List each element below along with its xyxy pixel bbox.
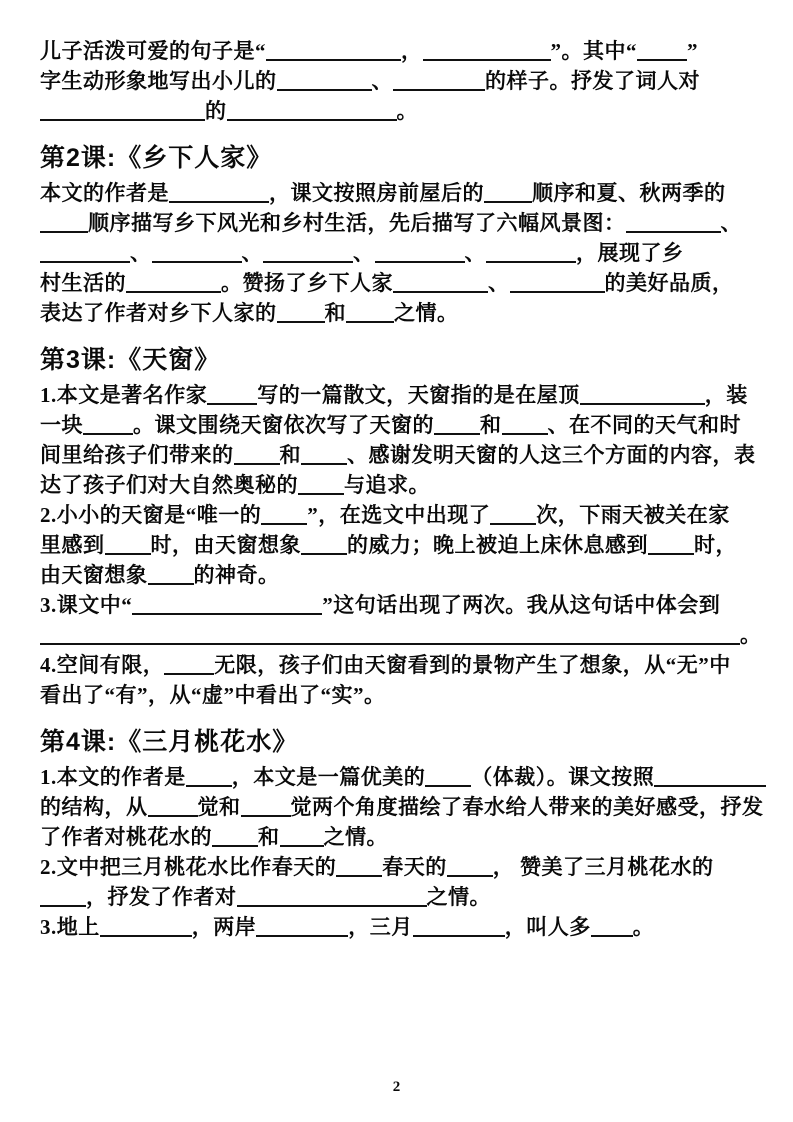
text-line (40, 560, 763, 590)
text-segment: ”，在选文中出现了 (307, 503, 491, 527)
text-segment: 顺序和夏、秋两季的 (532, 181, 726, 205)
text-segment: 、 (488, 271, 510, 295)
text-line (40, 410, 763, 440)
text-segment: 和 (279, 443, 301, 467)
blank-field (277, 304, 325, 323)
text-segment: 、 (720, 211, 742, 235)
blank-field (234, 446, 280, 465)
blank-field (648, 536, 694, 555)
text-segment: 、 (464, 241, 486, 265)
blank-field (393, 72, 485, 91)
text-segment: ，装 (704, 383, 748, 407)
text-line (40, 792, 763, 822)
blank-field (375, 244, 465, 263)
text-line (40, 680, 763, 710)
text-segment: 村生活的 (40, 271, 126, 295)
text-segment: 觉和 (197, 795, 241, 819)
blank-field (346, 304, 394, 323)
text-segment: 间里给孩子们带来的 (40, 443, 234, 467)
blank-field (100, 918, 192, 937)
text-segment: 之情。 (394, 301, 459, 325)
text-segment: 次，下雨天被关在家 (536, 503, 730, 527)
blank-field (237, 888, 427, 907)
blank-field (336, 858, 382, 877)
blank-field (490, 506, 536, 525)
text-segment: （体裁）。课文按照 (471, 765, 655, 789)
text-segment: 的神奇。 (193, 563, 280, 587)
text-segment: 。课文围绕天窗依次写了天窗的 (133, 413, 434, 437)
text-segment: 。 (740, 623, 762, 647)
blank-field (241, 798, 291, 817)
text-line (40, 590, 763, 620)
worksheet-section (40, 142, 763, 328)
section-heading: 第2课:《乡下人家》 (40, 144, 273, 172)
text-segment: 之情。 (426, 885, 491, 909)
text-line (40, 238, 763, 268)
text-segment: 2.文中把三月桃花水比作春天的 (40, 855, 337, 879)
text-segment: 由天窗想象 (40, 563, 148, 587)
text-line (40, 500, 763, 530)
worksheet-section (40, 36, 763, 126)
blank-field (413, 918, 505, 937)
text-segment: 1.本文是著名作家 (40, 383, 208, 407)
worksheet-section (40, 726, 763, 942)
worksheet-body (40, 36, 763, 942)
text-line (40, 96, 763, 126)
text-segment: 的 (205, 99, 227, 123)
blank-field (266, 42, 401, 61)
text-segment: 、在不同的天气和时 (547, 413, 741, 437)
blank-field (164, 656, 214, 675)
text-segment: ”。其中“ (550, 39, 637, 63)
blank-field (423, 42, 551, 61)
blank-field (393, 274, 488, 293)
text-segment: 与追求。 (344, 473, 430, 497)
text-line (40, 912, 763, 942)
text-segment: 。 (396, 99, 418, 123)
text-segment: 、 (371, 69, 393, 93)
blank-field (261, 506, 307, 525)
text-line (40, 650, 763, 680)
blank-field (626, 214, 721, 233)
text-segment: 和 (258, 825, 280, 849)
blank-field (207, 386, 257, 405)
blank-field (148, 798, 198, 817)
blank-field (637, 42, 687, 61)
text-segment: 看出了“有”，从“虚”中看出了“实”。 (40, 683, 386, 707)
blank-field (40, 244, 130, 263)
blank-field (40, 626, 740, 645)
blank-field (298, 476, 344, 495)
text-line (40, 178, 763, 208)
text-segment: ， (401, 39, 423, 63)
text-segment: 一块 (40, 413, 83, 437)
blank-field (152, 244, 242, 263)
text-segment: 。 (632, 915, 655, 939)
blank-field (83, 416, 133, 435)
text-segment: 达了孩子们对大自然奥秘的 (40, 473, 298, 497)
text-line (40, 36, 763, 66)
blank-field (301, 536, 347, 555)
text-segment: 和 (480, 413, 502, 437)
blank-field (105, 536, 151, 555)
page-number: 2 (392, 1079, 401, 1095)
text-segment: 的样子。抒发了词人对 (485, 69, 700, 93)
text-line (40, 882, 763, 912)
text-line (40, 822, 763, 852)
text-segment: ，三月 (348, 915, 413, 939)
blank-field (510, 274, 605, 293)
blank-field (212, 828, 258, 847)
blank-field (40, 214, 88, 233)
blank-field (148, 566, 194, 585)
text-line (40, 620, 763, 650)
blank-field (502, 416, 548, 435)
text-segment: 3.课文中“ (40, 593, 133, 617)
blank-field (434, 416, 480, 435)
text-segment: 的威力；晚上被迫上床休息感到 (347, 533, 648, 557)
section-heading: 第3课:《天窗》 (40, 346, 221, 374)
text-segment: ” (687, 39, 698, 63)
section-heading: 第4课:《三月桃花水》 (40, 728, 299, 756)
text-segment: 儿子活泼可爱的句子是“ (40, 39, 266, 63)
blank-field (40, 102, 205, 121)
text-segment: 4.空间有限， (40, 653, 165, 677)
text-segment: 、 (130, 241, 152, 265)
blank-field (484, 184, 532, 203)
blank-field (277, 72, 372, 91)
text-line (40, 298, 763, 328)
text-line (40, 380, 763, 410)
text-segment: 觉两个角度描绘了春水给人带来的美好感受，抒发 (290, 795, 764, 819)
blank-field (186, 768, 232, 787)
text-segment: 3.地上 (40, 915, 100, 939)
text-segment: 表达了作者对乡下人家的 (40, 301, 277, 325)
text-line (40, 470, 763, 500)
text-segment: 本文的作者是 (40, 181, 169, 205)
text-segment: 的美好品质， (604, 271, 734, 295)
blank-field (132, 596, 322, 615)
text-segment: ”这句话出现了两次。我从这句话中体会到 (322, 593, 721, 617)
blank-field (40, 888, 86, 907)
text-segment: 春天的 (382, 855, 447, 879)
text-segment: 2.小小的天窗是“唯一的 (40, 503, 262, 527)
text-line (40, 440, 763, 470)
text-segment: 和 (324, 301, 346, 325)
blank-field (301, 446, 347, 465)
text-segment: ，叫人多 (504, 915, 591, 939)
text-segment: ，本文是一篇优美的 (231, 765, 426, 789)
text-line (40, 268, 763, 298)
blank-field (263, 244, 353, 263)
text-segment: 1.本文的作者是 (40, 765, 186, 789)
blank-field (280, 828, 324, 847)
text-segment: ， 赞美了三月桃花水的 (492, 855, 714, 879)
text-segment: 。赞扬了乡下人家 (221, 271, 393, 295)
text-segment: 无限，孩子们由天窗看到的景物产生了想象，从“无”中 (214, 653, 731, 677)
text-line (40, 530, 763, 560)
text-segment: ，课文按照房前屋后的 (269, 181, 484, 205)
text-segment: 写的一篇散文，天窗指的是在屋顶 (257, 383, 580, 407)
blank-field (580, 386, 705, 405)
text-segment: 、 (353, 241, 375, 265)
text-segment: 、 (241, 241, 263, 265)
text-segment: 里感到 (40, 533, 105, 557)
text-segment: 的结构，从 (40, 795, 148, 819)
text-segment: 了作者对桃花水的 (40, 825, 212, 849)
text-line (40, 852, 763, 882)
text-segment: 字生动形象地写出小儿的 (40, 69, 277, 93)
text-segment: 顺序描写乡下风光和乡村生活，先后描写了六幅风景图： (88, 211, 626, 235)
blank-field (447, 858, 493, 877)
blank-field (227, 102, 397, 121)
text-line (40, 208, 763, 238)
text-line (40, 762, 763, 792)
text-line (40, 66, 763, 96)
blank-field (486, 244, 576, 263)
worksheet-section (40, 344, 763, 710)
text-segment: 之情。 (323, 825, 388, 849)
blank-field (256, 918, 348, 937)
text-segment: ，展现了乡 (576, 241, 684, 265)
blank-field (654, 768, 766, 787)
blank-field (169, 184, 269, 203)
text-segment: 时， (694, 533, 737, 557)
blank-field (126, 274, 221, 293)
blank-field (425, 768, 471, 787)
text-segment: 时，由天窗想象 (150, 533, 301, 557)
text-segment: ，两岸 (191, 915, 257, 939)
text-segment: 、感谢发明天窗的人这三个方面的内容，表 (347, 443, 756, 467)
text-segment: ，抒发了作者对 (86, 885, 237, 909)
blank-field (591, 918, 633, 937)
